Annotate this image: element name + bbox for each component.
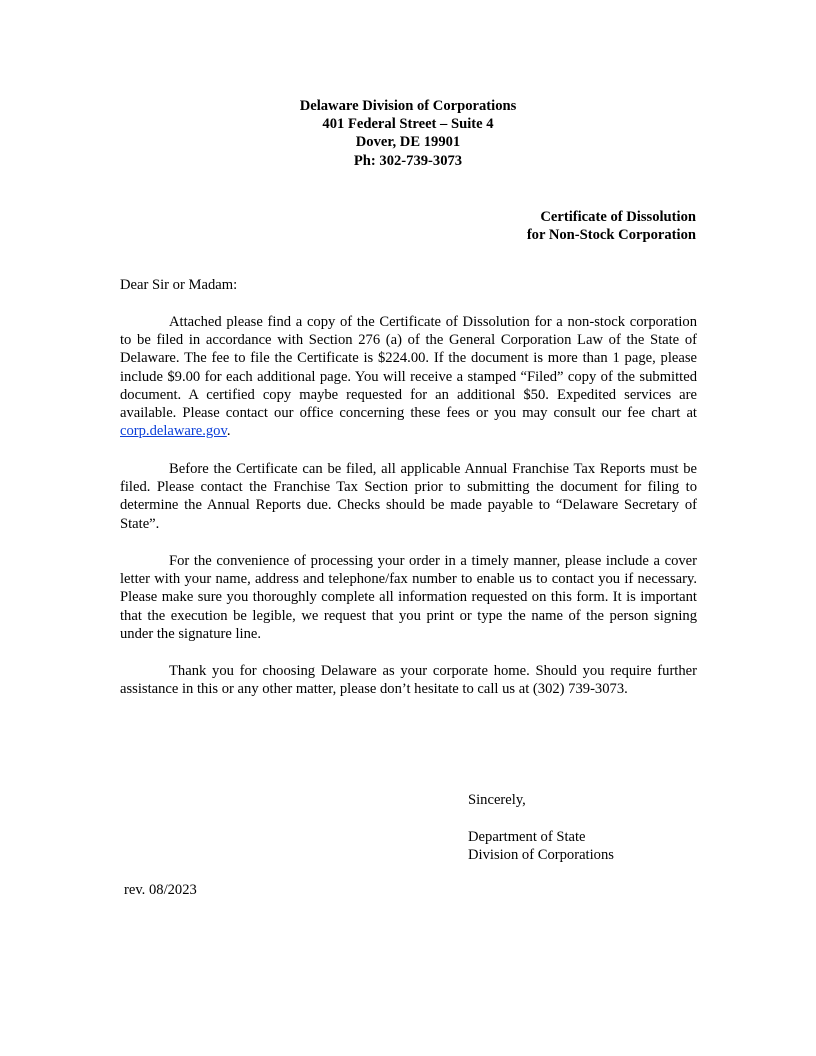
certificate-title — [527, 208, 696, 244]
paragraph-franchise-tax: Before the Certificate can be filed, all applicable Annual Franchise Tax Reports must be filed. Please contact the Franchise Tax Section prior to submitting the document for filing to determine the Annual Reports due. Checks should be made payable to “Delaware Secretary of State”. — [120, 461, 697, 532]
paragraph-thank-you: Thank you for choosing Delaware as your corporate home. Should you require further assistance in this or any other matter, please don’t hesitate to call us at (302) 739-3073. — [120, 663, 697, 698]
certificate-title-line2: for Non-Stock Corporation — [526, 227, 696, 244]
closing: Sincerely, — [468, 792, 526, 808]
revision-date: rev. 08/2023 — [124, 882, 197, 898]
letterhead — [0, 97, 816, 170]
fee-chart-link[interactable]: corp.delaware.gov — [120, 423, 227, 440]
signature-department: Department of State — [468, 829, 586, 845]
salutation: Dear Sir or Madam: — [120, 277, 238, 293]
signature-division: Division of Corporations — [468, 847, 614, 864]
paragraph-filing-info-end: . — [226, 423, 231, 440]
paragraph-cover-letter: For the convenience of processing your order in a timely manner, please include a cover letter with your name, address and telephone/fax number to enable us to contact you if necessary. Please make sure you thoroughly complete all information requested on this form. It is important that the execution be legible, we request that you print or type the name of the person signing under the signature line. — [120, 553, 697, 642]
letterhead-organization: Delaware Division of Corporations — [299, 98, 517, 114]
letterhead-city: Dover, DE 19901 — [355, 134, 461, 151]
signature-block — [468, 828, 614, 864]
certificate-title-line1: Certificate of Dissolution — [540, 209, 696, 225]
letterhead-street: 401 Federal Street – Suite 4 — [322, 116, 494, 133]
letterhead-phone: Ph: 302-739-3073 — [353, 152, 463, 169]
paragraph-filing-info-text: Attached please find a copy of the Certificate of Dissolution for a non-stock corporation to be filed in accordance with Section 276 (a) of the General Corporation Law of the State of Delaware. The fee to file the Certificate is $224.00. If the document is more than 1 page, please include $9.00 for each additional page. You will receive a stamped “Filed” copy of the submitted document. A certified copy maybe requested for an additional $50. Expedited services are available. Please contact our office concerning these fees or you may consult our fee chart at — [120, 314, 697, 422]
paragraph-filing-info — [120, 313, 697, 440]
